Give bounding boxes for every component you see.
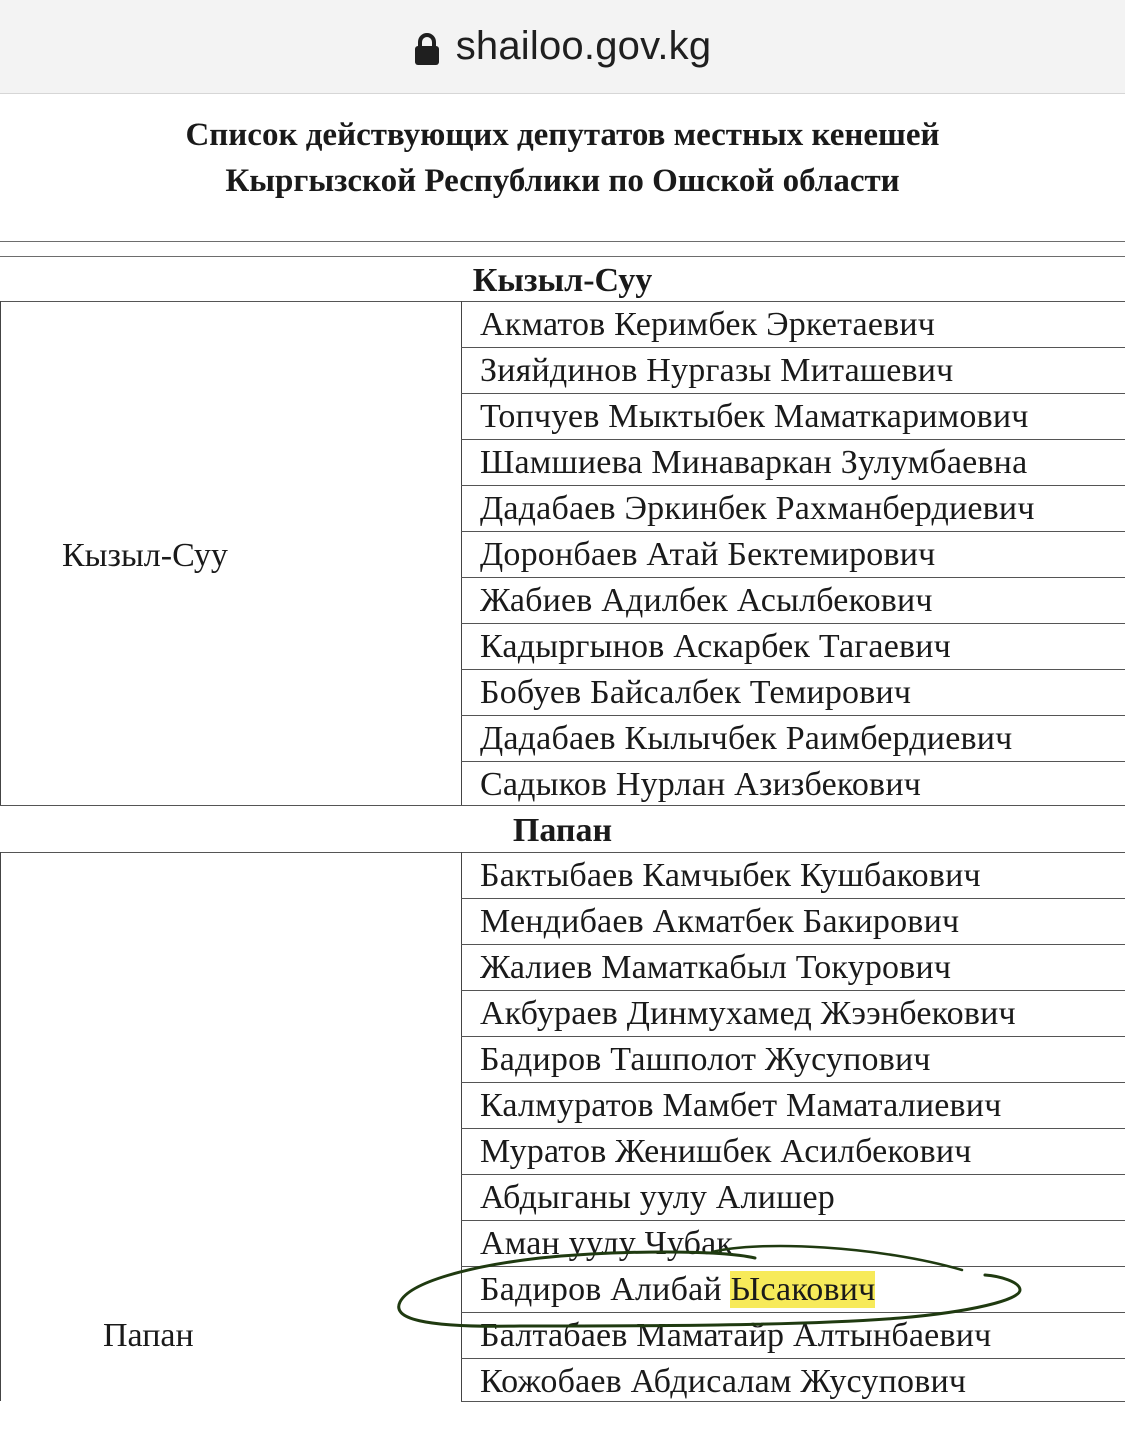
member-row: Калмуратов Мамбет Маматалиевич	[480, 1087, 1002, 1124]
member-row: Доронбаев Атай Бектемирович	[480, 536, 936, 573]
document-title	[0, 112, 1125, 204]
table-divider	[0, 852, 1, 1401]
highlighted-patronymic: Ысакович	[730, 1271, 876, 1308]
member-row: Акматов Керимбек Эркетаевич	[480, 306, 936, 343]
member-row: Бобуев Байсалбек Темирович	[480, 674, 912, 711]
section-heading-kyzyl-suu: Кызыл-Суу	[472, 262, 653, 299]
member-row-highlighted	[480, 1267, 875, 1313]
member-row: Жабиев Адилбек Асылбекович	[480, 582, 933, 619]
member-row: Кожобаев Абдисалам Жусупович	[480, 1363, 967, 1400]
member-name-prefix: Бадиров Алибай	[480, 1271, 731, 1308]
document-title-line-1: Список действующих депутатов местных кенешей	[185, 117, 940, 153]
table-line	[0, 805, 1125, 806]
member-row: Зияйдинов Нургазы Миташевич	[480, 352, 954, 389]
member-row: Дадабаев Эркинбек Рахманбердиевич	[480, 490, 1035, 527]
member-row: Акбураев Динмухамед Жээнбекович	[480, 995, 1016, 1032]
document-title-line-2: Кыргызской Республики по Ошской области	[225, 163, 900, 199]
table-divider	[461, 301, 462, 805]
member-row: Бактыбаев Камчыбек Кушбакович	[480, 857, 981, 894]
lock-icon	[414, 32, 440, 66]
member-row: Мендибаев Акматбек Бакирович	[480, 903, 960, 940]
member-row: Кадыргынов Аскарбек Тагаевич	[480, 628, 951, 665]
district-cell-papan: Папан	[103, 1317, 194, 1354]
member-row: Садыков Нурлан Азизбекович	[480, 766, 922, 803]
member-row: Шамшиева Минаваркан Зулумбаевна	[480, 444, 1028, 481]
title-rule-top	[0, 241, 1125, 242]
title-rule-bottom	[0, 256, 1125, 257]
district-cell-kyzyl-suu: Кызыл-Суу	[62, 537, 228, 574]
table-line	[461, 1401, 1125, 1402]
member-row: Аман уулу Чубак	[480, 1225, 734, 1262]
member-row: Муратов Женишбек Асилбекович	[480, 1133, 972, 1170]
table-divider	[461, 852, 462, 1401]
member-row: Бадиров Ташполот Жусупович	[480, 1041, 931, 1078]
member-row: Дадабаев Кылычбек Раимбердиевич	[480, 720, 1013, 757]
table-divider	[0, 301, 1, 805]
section-heading-papan: Папан	[512, 812, 613, 849]
member-row: Абдыганы уулу Алишер	[480, 1179, 835, 1216]
url-text: shailoo.gov.kg	[455, 24, 712, 68]
member-row: Топчуев Мыктыбек Маматкаримович	[480, 398, 1029, 435]
member-row: Балтабаев Маматайр Алтынбаевич	[480, 1317, 992, 1354]
browser-url-bar[interactable]	[0, 0, 1125, 94]
member-row: Жалиев Маматкабыл Токурович	[480, 949, 952, 986]
